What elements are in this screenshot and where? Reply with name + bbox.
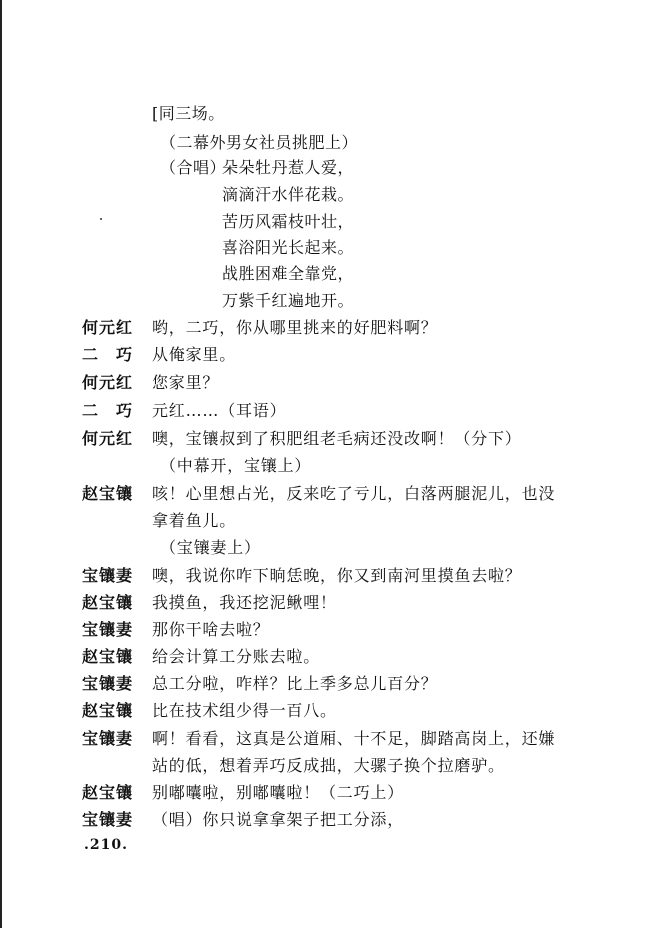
song-line: 喜浴阳光长起来。: [222, 238, 355, 257]
page-number: .210.: [84, 837, 128, 853]
speaker-name: 何元红: [82, 373, 134, 392]
speaker-name: 宝镶妻: [82, 620, 134, 639]
song-line: 朵朵牡丹惹人爱，: [222, 158, 355, 177]
stage-direction-2: （二幕外男女社员挑肥上）: [160, 133, 359, 152]
speaker-name: 赵宝镶: [82, 701, 134, 720]
speaker-name: 宝镶妻: [82, 729, 134, 748]
speech-line: 啊！看看，这真是公道厢、十不足，脚踏高岗上，还嫌: [152, 729, 556, 748]
speech-line: 从俺家里。: [152, 345, 237, 364]
speech-line: 噢，我说你咋下晌恁晚，你又到南河里摸鱼去啦？: [152, 566, 522, 585]
speech-line: 咳！心里想占光，反来吃了亏儿，白落两腿泥儿，也没: [152, 484, 556, 503]
speech-line: 比在技术组少得一百八。: [152, 701, 337, 720]
speaker-name: 宝镶妻: [82, 566, 134, 585]
speaker-name: 赵宝镶: [82, 783, 134, 802]
speaker-name: 宝镶妻: [82, 810, 134, 829]
speaker-name: 二 巧: [82, 345, 134, 364]
chorus-tag: （合唱）: [160, 158, 227, 177]
stage-direction: （宝镶妻上）: [160, 538, 261, 557]
speech-line: 哟，二巧，你从哪里挑来的好肥料啊？: [152, 318, 438, 337]
speech-line: 那你干啥去啦？: [152, 620, 270, 639]
speaker-name: 赵宝镶: [82, 647, 134, 666]
speaker-name: 赵宝镶: [82, 593, 134, 612]
speech-line: （唱）你只说拿拿架子把工分添，: [152, 810, 405, 829]
song-line: 万紫千红遍地开。: [222, 291, 355, 310]
speaker-name: 何元红: [82, 318, 134, 337]
speech-line-continued: 站的低，想着弄巧反成拙，大骡子换个拉磨驴。: [152, 756, 505, 775]
song-line: 滴滴汗水伴花栽。: [222, 185, 355, 204]
song-line: 战胜困难全靠党，: [222, 264, 355, 283]
speech-line: 元红……（耳语）: [152, 401, 287, 420]
speech-line: 别嘟囔啦，别嘟囔啦！（二巧上）: [152, 783, 405, 802]
speaker-name: 赵宝镶: [82, 484, 134, 503]
speaker-name: 二 巧: [82, 401, 134, 420]
speech-line: 给会计算工分账去啦。: [152, 647, 321, 666]
speaker-name: 宝镶妻: [82, 674, 134, 693]
speech-line: 总工分啦，咋样？比上季多总儿百分？: [152, 674, 438, 693]
speech-line-continued: 拿着鱼儿。: [152, 511, 237, 530]
stage-direction-1: [同三场。: [152, 104, 225, 123]
speech-line: 您家里？: [152, 373, 220, 392]
stage-direction: （中幕开，宝镶上）: [160, 456, 312, 475]
speech-line: 我摸鱼，我还挖泥鳅哩！: [152, 593, 337, 612]
speech-line: 噢，宝镶叔到了积肥组老毛病还没改啊！（分下）: [152, 429, 522, 448]
print-speck: [100, 218, 102, 220]
song-line: 苦历风霜枝叶壮，: [222, 212, 355, 231]
speaker-name: 何元红: [82, 429, 134, 448]
